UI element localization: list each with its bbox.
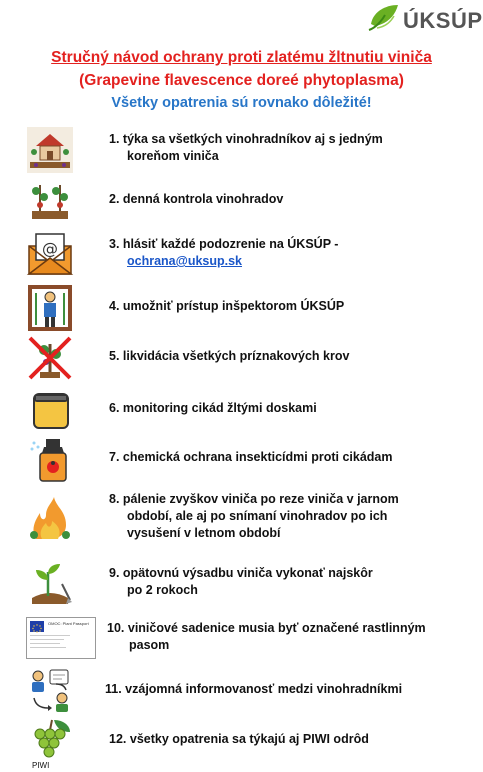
subtitle-latin: (Grapevine flavescence doreé phytoplasma): [79, 72, 404, 89]
item-number: 3.: [109, 237, 120, 251]
item-number: 5.: [109, 349, 120, 363]
item-text-line2: období, ale aj po snímaní vinohradov po ich: [127, 509, 388, 523]
item-text: všetky opatrenia sa týkajú aj PIWI odrôd: [129, 732, 369, 746]
main-title: Stručný návod ochrany proti zlatému žltnutiu viniča: [51, 49, 432, 66]
item-text: denná kontrola vinohradov: [122, 192, 284, 206]
item-number: 11.: [105, 682, 122, 696]
item-number: 4.: [109, 299, 120, 313]
item-text: likvidácia všetkých príznakových krov: [122, 349, 350, 363]
yellow-trap-icon: [26, 386, 74, 434]
divider: [30, 647, 66, 648]
divider: [30, 635, 70, 636]
importance-note: Všetky opatrenia sú rovnako dôležité!: [111, 95, 372, 111]
item-text: pálenie zvyškov viniča po reze viniča v jarnom: [122, 492, 399, 506]
item-text-line2: po 2 rokoch: [127, 583, 198, 597]
divider: [30, 643, 60, 644]
item-text-line2: pasom: [129, 638, 170, 652]
item-number: 10.: [107, 621, 125, 635]
item-number: 9.: [109, 566, 120, 580]
email-link[interactable]: ochrana@uksup.sk: [127, 254, 243, 268]
item-number: 8.: [109, 492, 120, 506]
item-text-line3: vysušení v letnom období: [127, 526, 281, 540]
item-number: 7.: [109, 450, 120, 464]
uksup-logo: [367, 2, 483, 38]
vine-rows-icon: [26, 177, 74, 225]
item-text: viničové sadenice musia byť označené rastlinným: [127, 621, 426, 635]
item-text: týka sa všetkých vinohradníkov aj s jedným: [122, 132, 383, 146]
vineyard-house-icon: [26, 126, 74, 174]
fire-icon: [26, 495, 74, 543]
item-text-line2: koreňom viniča: [127, 149, 219, 163]
item-number: 2.: [109, 192, 120, 206]
item-number: 12.: [109, 732, 127, 746]
item-text: monitoring cikád žltými doskami: [122, 401, 317, 415]
seedling-icon: [26, 558, 74, 606]
eu-flag-icon: [30, 621, 44, 632]
item-number: 6.: [109, 401, 120, 415]
item-text: vzájomná informovanosť medzi vinohradníkmi: [125, 682, 403, 696]
item-text: chemická ochrana insekticídmi proti cikádam: [122, 450, 393, 464]
passport-header: OMOC: Plant Passport: [48, 621, 89, 626]
leaf-logo-icon: [367, 2, 401, 32]
item-text: hlásiť každé podozrenie na ÚKSÚP -: [122, 237, 339, 251]
piwi-label: PIWI: [32, 761, 50, 770]
divider: [30, 639, 64, 640]
piwi-grapes-icon: [26, 718, 74, 770]
crossed-vine-icon: [26, 334, 74, 382]
item-text: umožniť prístup inšpektorom ÚKSÚP: [122, 299, 345, 313]
insecticide-spray-icon: [26, 435, 74, 483]
logo-text: ÚKSÚP: [403, 8, 483, 33]
svg-text:@: @: [42, 239, 58, 258]
people-exchange-icon: [26, 666, 74, 714]
item-number: 1.: [109, 132, 120, 146]
plant-passport-card: [26, 617, 96, 659]
item-text: opätovnú výsadbu viniča vykonať najskôr: [122, 566, 373, 580]
email-envelope-icon: [26, 230, 74, 278]
inspector-door-icon: [26, 283, 74, 331]
